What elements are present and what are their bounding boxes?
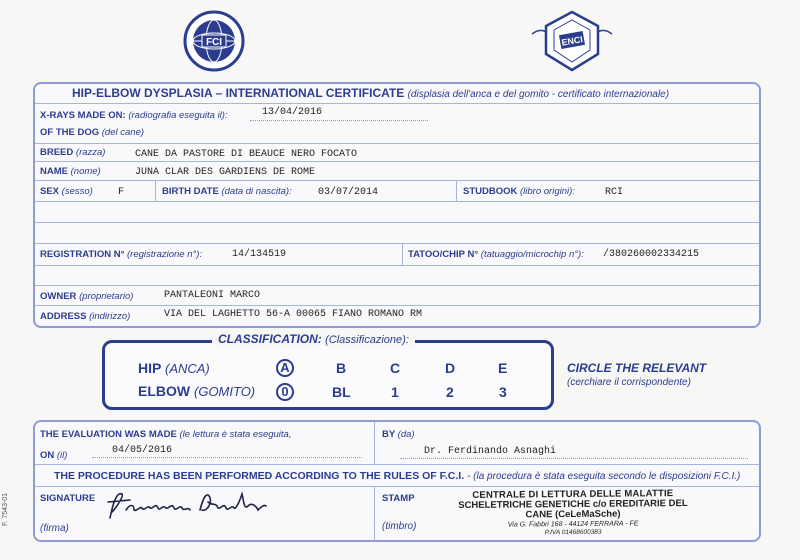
stamp-label: STAMP — [382, 493, 415, 504]
tatoo-label: TATOO/CHIP N° (tatuaggio/microchip n°): — [408, 249, 584, 260]
owner-label: OWNER (proprietario) — [40, 291, 134, 302]
stamp-label-it: (timbro) — [382, 521, 417, 532]
sex-value: F — [118, 187, 125, 198]
handwritten-signature — [104, 488, 304, 524]
hip-grade-a[interactable]: A — [276, 359, 294, 377]
elbow-grade-bl[interactable]: BL — [332, 384, 351, 400]
dog-label: OF THE DOG (del cane) — [40, 127, 145, 138]
hip-grade-b[interactable]: B — [336, 360, 347, 376]
elbow-grade-2[interactable]: 2 — [446, 384, 454, 400]
evaluation-label: THE EVALUATION WAS MADE (le lettura è stata eseguita, — [40, 429, 292, 440]
svg-text:ENCI: ENCI — [560, 34, 584, 48]
evaluation-by-value: Dr. Ferdinando Asnaghi — [424, 446, 557, 457]
studbook-value: RCI — [605, 187, 624, 198]
circle-note: CIRCLE THE RELEVANT — [567, 361, 707, 375]
hip-grade-e[interactable]: E — [498, 360, 508, 376]
hip-grade-d[interactable]: D — [445, 360, 456, 376]
signature-label-it: (firma) — [40, 523, 69, 534]
evaluation-date-value: 04/05/2016 — [112, 445, 173, 456]
registration-value: 14/134519 — [232, 249, 287, 260]
official-stamp: CENTRALE DI LETTURA DELLE MALATTIE SCHELETRICHE GENETICHE c/o EREDITARIE DEL CANE (CeLeMaSche) Via G. Fabbri 168 - 44124 FERRARA - FE P.IVA 01468600383 — [458, 488, 688, 537]
elbow-grade-3[interactable]: 3 — [499, 384, 507, 400]
studbook-label: STUDBOOK (libro origini): — [463, 186, 575, 197]
owner-value: PANTALEONI MARCO — [164, 290, 261, 301]
xray-date-label: X-RAYS MADE ON: (radiografia eseguita il): — [40, 110, 228, 121]
elbow-grade-0[interactable]: 0 — [276, 383, 294, 401]
certificate-title: HIP-ELBOW DYSPLASIA – INTERNATIONAL CERTIFICATE (displasia dell'anca e del gomito - certificato internazionale) — [72, 86, 670, 100]
circle-note-it: (cerchiare il corrispondente) — [567, 377, 691, 388]
elbow-grade-1[interactable]: 1 — [391, 384, 399, 400]
xray-date-value: 13/04/2016 — [262, 107, 323, 118]
hip-grade-c[interactable]: C — [390, 360, 401, 376]
address-value: VIA DEL LAGHETTO 56-A 00065 FIANO ROMANO RM — [164, 309, 423, 320]
name-value: JUNA CLAR DES GARDIENS DE ROME — [135, 167, 316, 178]
evaluation-by-label: BY (da) — [382, 429, 415, 440]
enci-logo-icon — [528, 8, 616, 74]
form-code: F. 7543-01 — [2, 492, 9, 526]
classification-heading: CLASSIFICATION: (Classificazione): — [212, 332, 415, 346]
tatoo-value: /380260002334215 — [603, 249, 700, 260]
elbow-label: ELBOW (GOMITO) — [138, 383, 256, 399]
fci-logo-icon — [183, 10, 245, 72]
name-label: NAME (nome) — [40, 166, 101, 177]
birth-date-label: BIRTH DATE (data di nascita): — [162, 186, 292, 197]
registration-label: REGISTRATION N° (registrazione n°): — [40, 249, 203, 260]
signature-label: SIGNATURE — [40, 493, 96, 504]
evaluation-on-label: ON (il) — [40, 450, 68, 461]
breed-value: CANE DA PASTORE DI BEAUCE NERO FOCATO — [135, 149, 358, 160]
hip-label: HIP (ANCA) — [138, 360, 210, 376]
address-label: ADDRESS (indirizzo) — [40, 311, 131, 322]
svg-text:FCI: FCI — [205, 37, 223, 48]
birth-date-value: 03/07/2014 — [318, 187, 379, 198]
procedure-statement: THE PROCEDURE HAS BEEN PERFORMED ACCORDING TO THE RULES OF F.C.I. - (la procedura è stata eseguita secondo le disposizioni F.C.I.) — [54, 470, 741, 482]
sex-label: SEX (sesso) — [40, 186, 93, 197]
breed-label: BREED (razza) — [40, 147, 106, 158]
